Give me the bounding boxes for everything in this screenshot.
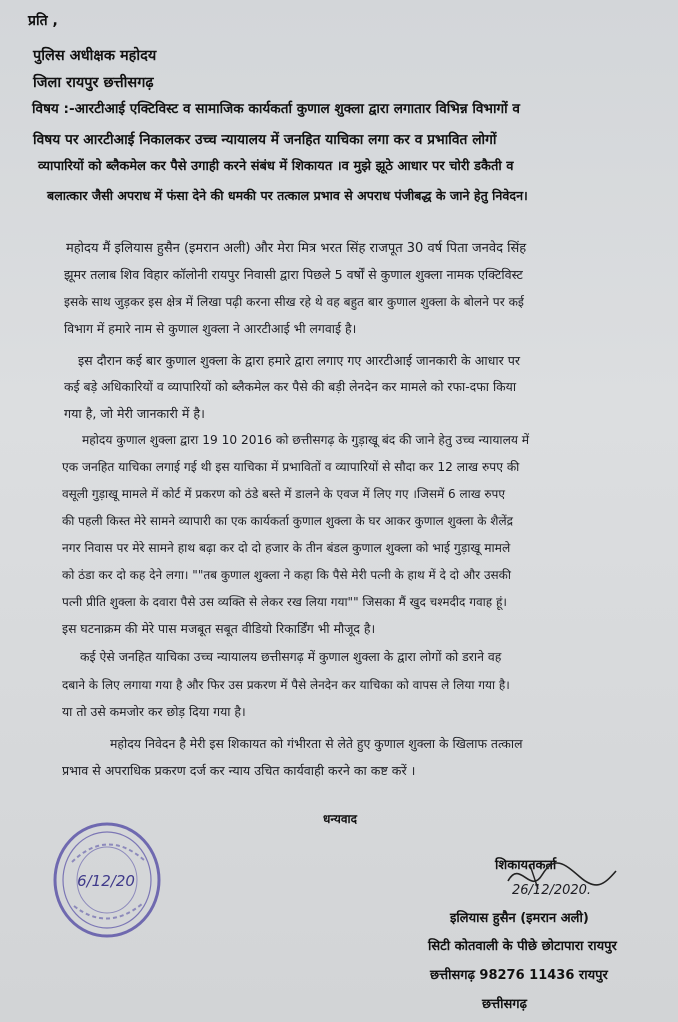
body-line: दबाने के लिए लगाया गया है और फिर उस प्रकरण में पैसे लेनदेन कर याचिका को वापस ले लिया गया है। [62, 678, 510, 692]
subject-line-3: व्यापारियों को ब्लैकमेल कर पैसे उगाही करने संबंध में शिकायत ।व मुझे झूठे आधार पर चोरी डकैती व [38, 159, 514, 174]
body-line: कई ऐसे जनहित याचिका उच्च न्यायालय छत्तीसगढ़ में कुणाल शुक्ला के द्वारा लोगों को डराने वह [80, 649, 502, 664]
body-line: झूमर तलाब शिव विहार कॉलोनी रायपुर निवासी द्वारा पिछले 5 वर्षों से कुणाल शुक्ला नामक एक्टिविस्ट [64, 267, 523, 282]
body-line: गया है, जो मेरी जानकारी में है। [64, 406, 205, 421]
complainant-address-3: छत्तीसगढ़ [482, 997, 527, 1012]
body-line: इस घटनाक्रम की मेरे पास मजबूत सबूत वीडियो रिकार्डिंग भी मौजूद है। [62, 621, 376, 636]
subject-line-1: विषय :-आरटीआई एक्टिविस्ट व सामाजिक कार्यकर्ता कुणाल शुक्ला द्वारा लगातार विभिन्न विभागों व [32, 101, 520, 117]
body-line: इसके साथ जुड़कर इस क्षेत्र में लिखा पढ़ी करना सीख रहे थे वह बहुत बार कुणाल शुक्ला के बोलने पर कई [64, 295, 524, 309]
thanks-text: धन्यवाद [323, 812, 358, 826]
body-line: इस दौरान कई बार कुणाल शुक्ला के द्वारा हमारे द्वारा लगाए गए आरटीआई जानकारी के आधार पर [78, 353, 521, 368]
body-line: को ठंडा कर दो कह देने लगा। ""तब कुणाल शुक्ला ने कहा कि पैसे मेरी पत्नी के हाथ में दे दो और उसकी [62, 568, 511, 582]
recipient-title: पुलिस अधीक्षक महोदय [33, 48, 157, 64]
office-seal-stamp [52, 820, 162, 940]
body-line: कई बड़े अधिकारियों व व्यापारियों को ब्लैकमेल कर पैसे की बड़ी लेनदेन कर मामले को रफा-दफा किया [64, 379, 517, 394]
complainant-address-2: छत्तीसगढ़ 98276 11436 रायपुर [430, 968, 608, 983]
recipient-district: जिला रायपुर छत्तीसगढ़ [33, 75, 154, 91]
body-line: या तो उसे कमजोर कर छोड़ दिया गया है। [62, 704, 246, 719]
body-line: वसूली गुड़ाखू मामले में कोर्ट में प्रकरण को ठंडे बस्ते में डालने के एवज में लिए गए ।जिसमें 6 लाख रुपए [62, 487, 505, 501]
body-line: महोदय कुणाल शुक्ला द्वारा 19 10 2016 को छत्तीसगढ़ के गुड़ाखू बंद की जाने हेतु उच्च न्यायालय में [82, 433, 530, 447]
signature-date: 26/12/2020. [512, 883, 592, 898]
salutation-to: प्रति , [28, 13, 58, 29]
body-line: महोदय मैं इलियास हुसैन (इमरान अली) और मेरा मित्र भरत सिंह राजपूत 30 वर्ष पिता जनवेद सिंह [66, 241, 527, 256]
body-line: महोदय निवेदन है मेरी इस शिकायत को गंभीरता से लेते हुए कुणाल शुक्ला के खिलाफ तत्काल [110, 736, 523, 751]
complainant-name: इलियास हुसैन (इमरान अली) [450, 911, 589, 926]
body-line: एक जनहित याचिका लगाई गई थी इस याचिका में प्रभावितों व व्यापारियों से सौदा कर 12 लाख रुपए की [62, 460, 520, 474]
subject-line-4: बलात्कार जैसी अपराध में फंसा देने की धमकी पर तत्काल प्रभाव से अपराध पंजीबद्ध के जाने हेतु निवेदन। [47, 188, 528, 203]
body-line: नगर निवास पर मेरे सामने हाथ बढ़ा कर दो दो हजार के तीन बंडल कुणाल शुक्ला को भाई गुड़ाखू मामले [62, 541, 511, 555]
body-line: की पहली किस्त मेरे सामने व्यापारी का एक कार्यकर्ता कुणाल शुक्ला के घर आकर कुणाल शुक्ला के शैलेंद्र [62, 514, 513, 528]
complainant-address-1: सिटी कोतवाली के पीछे छोटापारा रायपुर [428, 939, 617, 954]
body-line: पत्नी प्रीति शुक्ला के दवारा पैसे उस व्यक्ति से लेकर रख लिया गया"" जिसका मैं खुद चश्मदीद गवाह हूं। [62, 595, 507, 609]
complainant-label: शिकायतकर्ता [495, 858, 557, 873]
body-line: विभाग में हमारे नाम से कुणाल शुक्ला ने आरटीआई भी लगवाई है। [64, 321, 357, 336]
body-line: प्रभाव से अपराधिक प्रकरण दर्ज कर न्याय उचित कार्यवाही करने का कष्ट करें । [62, 763, 416, 778]
subject-line-2: विषय पर आरटीआई निकालकर उच्च न्यायालय में जनहित याचिका लगा कर व प्रभावित लोगों [33, 132, 497, 148]
stamp-date: 6/12/20 [77, 872, 135, 890]
